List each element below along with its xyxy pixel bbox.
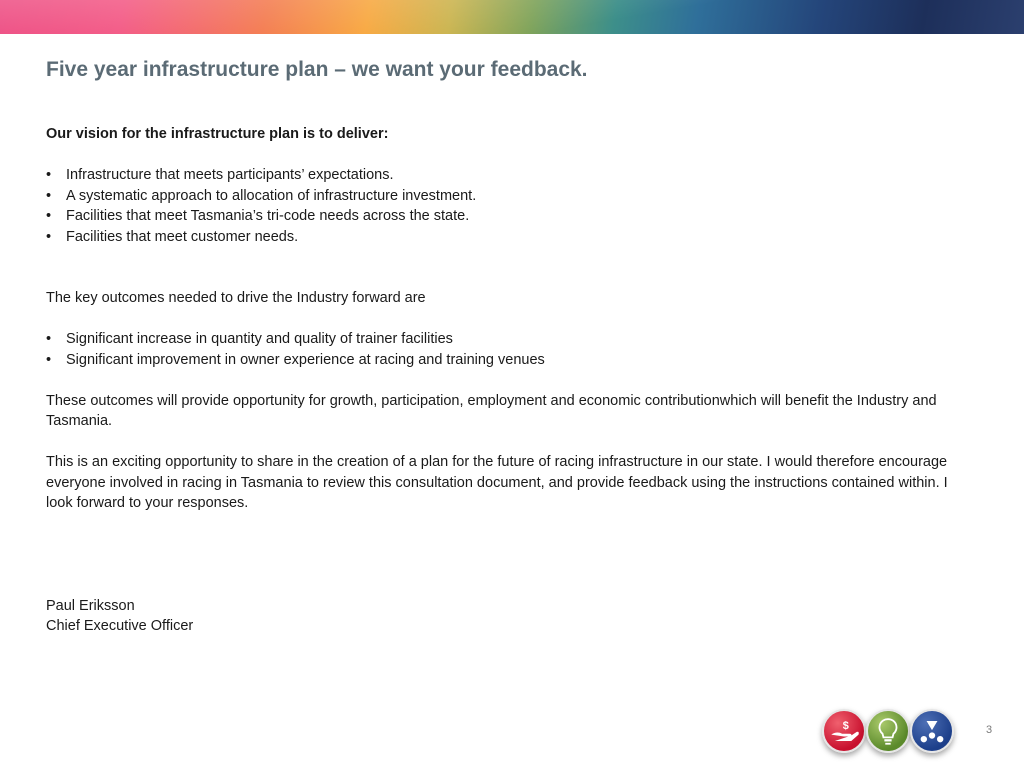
signatory-title: Chief Executive Officer [46, 618, 194, 634]
outcomes-intro: The key outcomes needed to drive the Industry forward are [46, 290, 426, 306]
spacer [46, 309, 976, 330]
spacer [46, 247, 976, 288]
slide-body [46, 124, 976, 637]
bullet-icon: • [46, 228, 52, 245]
vision-item [46, 227, 976, 248]
signatory-name: Paul Eriksson [46, 597, 135, 614]
slide-title: Five year infrastructure plan – we want your feedback. [46, 58, 588, 81]
spacer [46, 370, 976, 391]
bullet-icon: • [46, 208, 52, 224]
bullet-icon: • [46, 167, 52, 183]
bullet-icon: • [46, 351, 52, 368]
top-gradient-banner [0, 0, 1024, 34]
outcomes-list [46, 329, 976, 370]
vision-list [46, 165, 976, 247]
vision-item [46, 206, 976, 227]
dollar-hand-icon [822, 709, 866, 753]
lightbulb-icon [866, 709, 910, 753]
dots-triangle-icon [910, 709, 954, 753]
vision-heading: Our vision for the infrastructure plan is to deliver: [46, 126, 389, 142]
vision-item [46, 186, 976, 207]
page-number: 3 [986, 724, 993, 736]
outcome-item [46, 350, 976, 371]
closing-paragraph: This is an exciting opportunity to share in the creation of a plan for the future of racing infrastructure in our state. I would therefore encourage everyone involved in racing in Tasmania to review this consultation document, and provide feedback using the instructions contained within. I look forward to your responses. [46, 454, 948, 511]
bullet-icon: • [46, 331, 52, 347]
outcomes-paragraph: These outcomes will provide opportunity for growth, participation, employment and economic contributionwhich will benefit the Industry and Tasmania. [46, 392, 937, 429]
vision-item [46, 165, 976, 186]
vision-item-text: Facilities that meet Tasmania’s tri-code needs across the state. [66, 208, 470, 224]
bullet-icon: • [46, 187, 52, 204]
spacer [46, 145, 976, 166]
vision-item-text: Infrastructure that meets participants’ expectations. [66, 167, 394, 183]
spacer [46, 432, 976, 453]
vision-item-text: Facilities that meet customer needs. [66, 228, 299, 245]
outcome-item-text: Significant increase in quantity and quality of trainer facilities [66, 331, 453, 347]
vision-item-text: A systematic approach to allocation of infrastructure investment. [66, 187, 477, 204]
brand-icons [822, 706, 956, 758]
banner-sheen [0, 0, 1024, 34]
outcome-item-text: Significant improvement in owner experience at racing and training venues [66, 351, 545, 368]
svg-text:$: $ [842, 720, 849, 733]
spacer [46, 514, 976, 596]
outcome-item [46, 329, 976, 350]
